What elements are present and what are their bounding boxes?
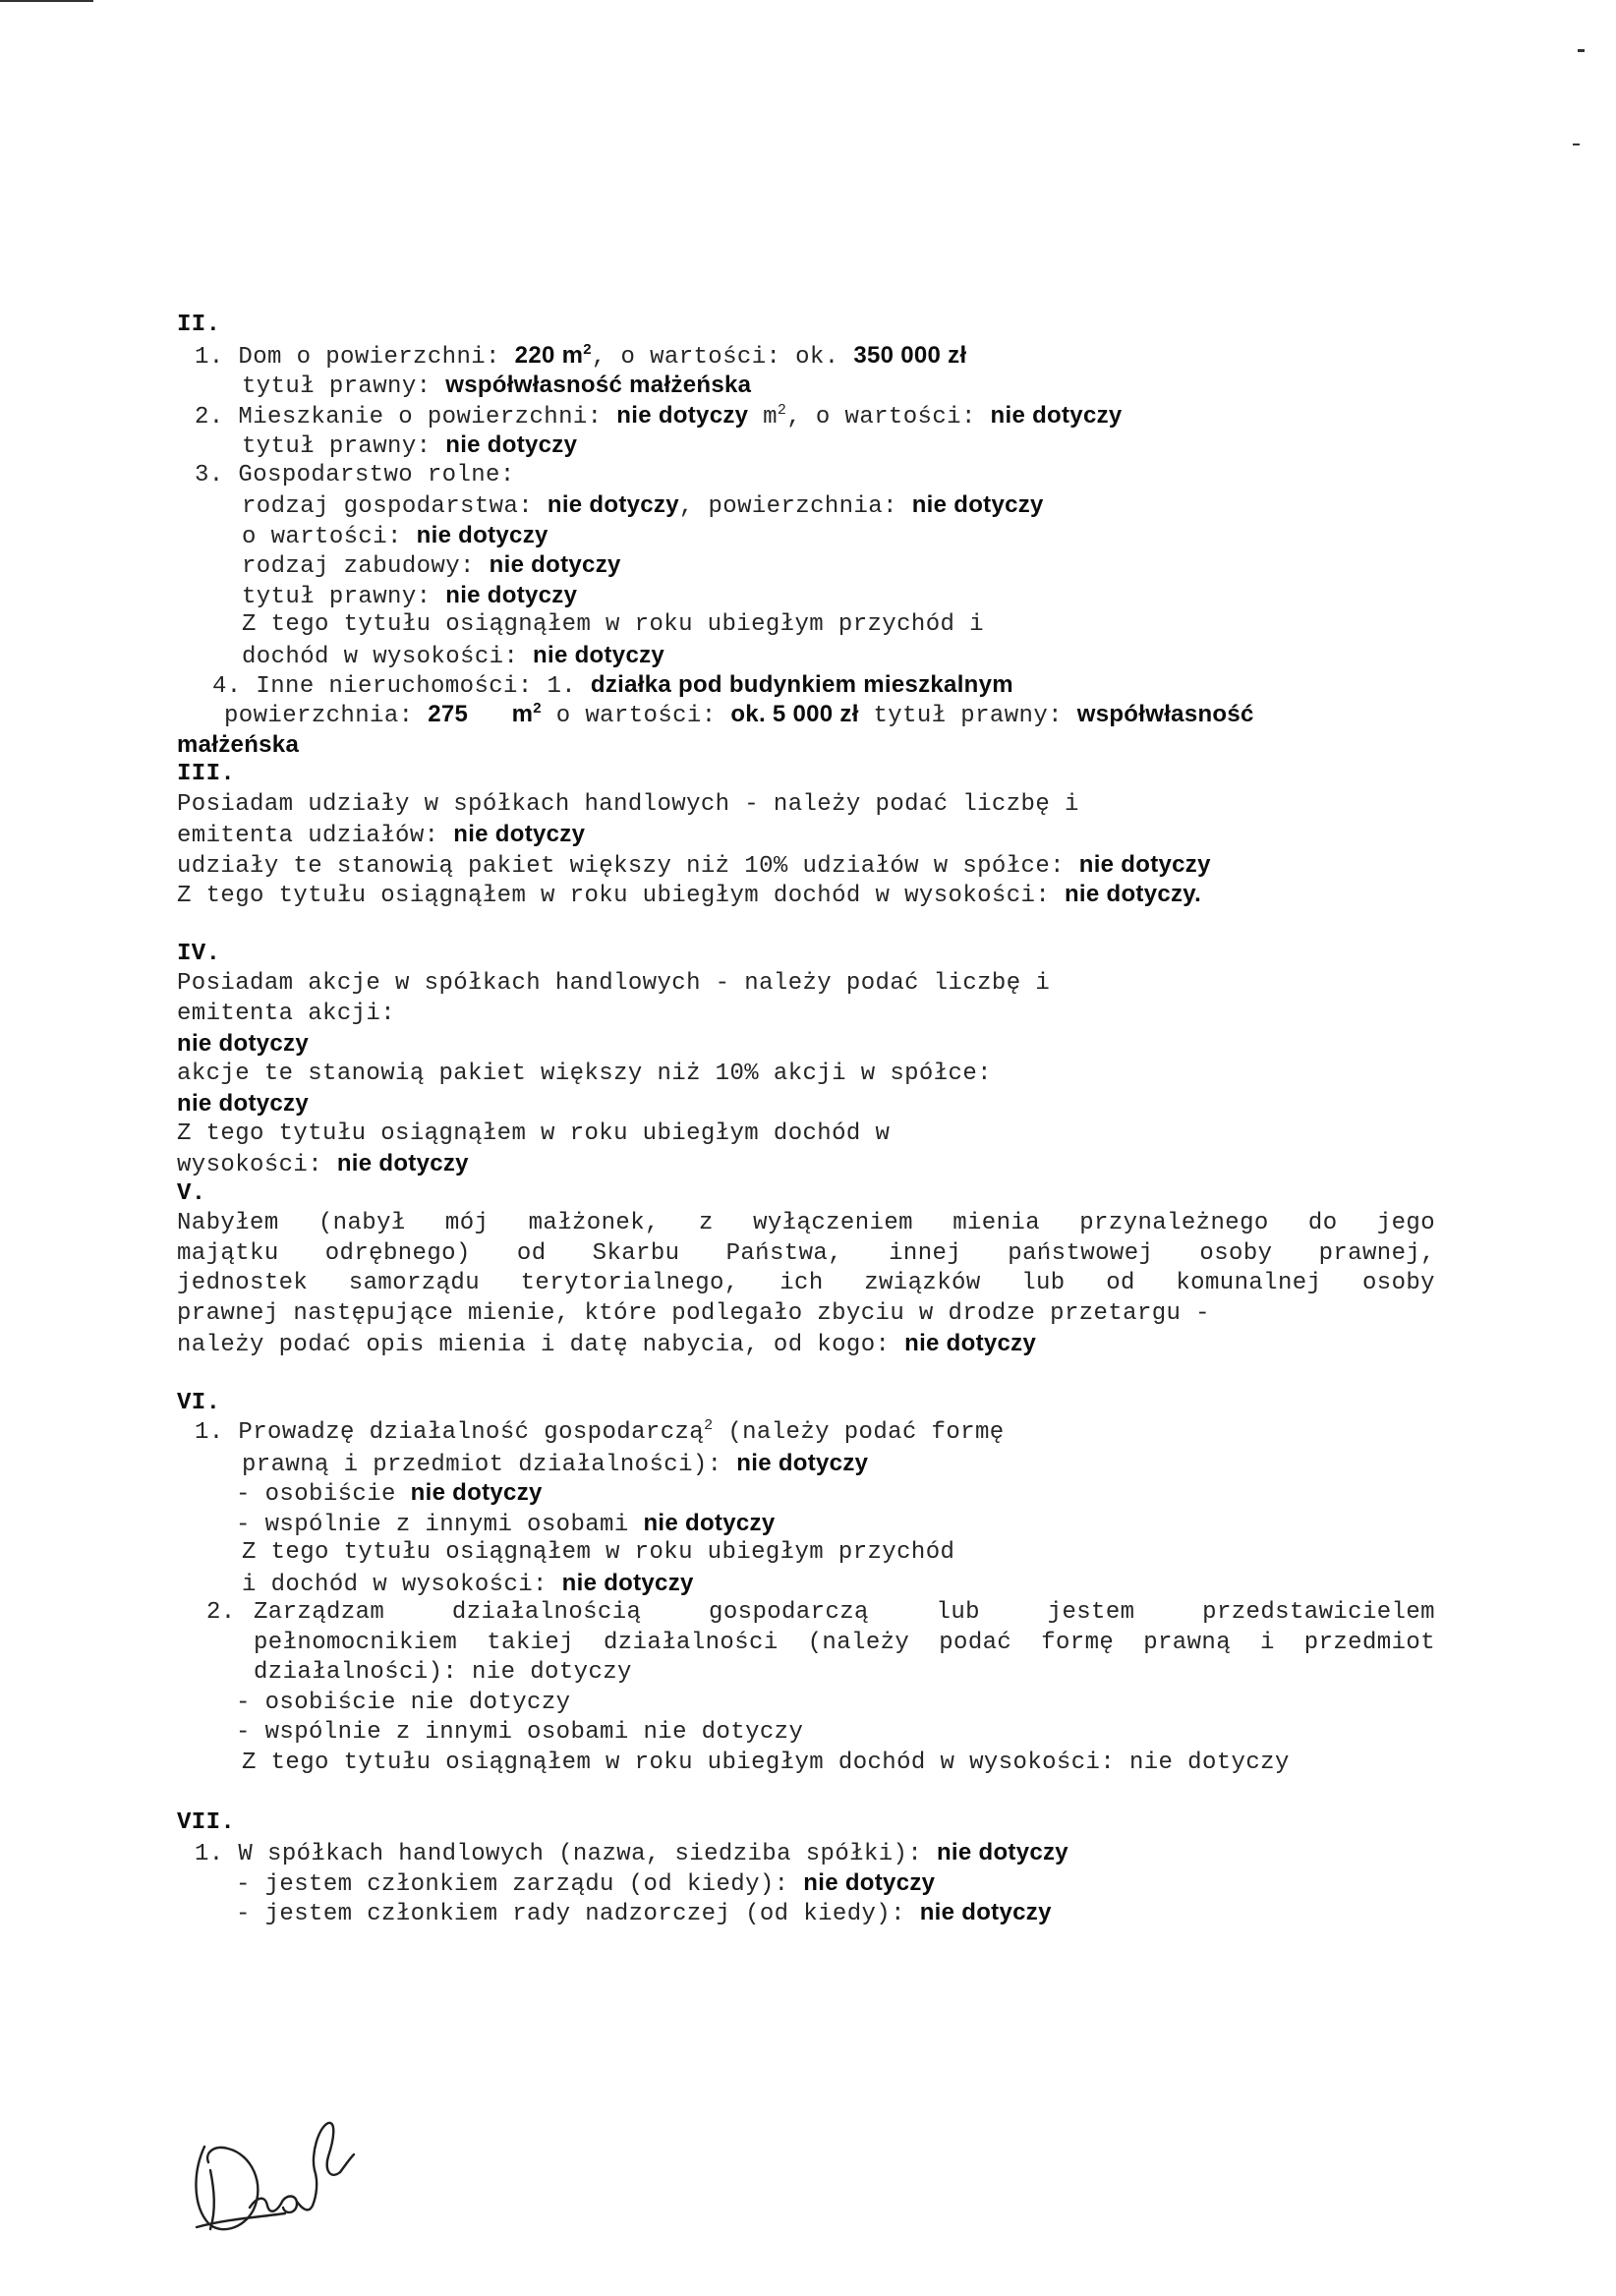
ii-item-1-title: tytuł prawny: współwłasność małżeńska — [242, 372, 752, 400]
ii-item-1: 1. Dom o powierzchni: 220 $m^2$, o wartości: ok. 350 000 zł — [195, 341, 967, 371]
scan-mark-top-left — [0, 0, 93, 2]
vi-item-2-number: 2. — [206, 1599, 236, 1626]
ii-item-4: 4. Inne nieruchomości: 1. działka pod budynkiem mieszkalnym — [212, 671, 1013, 700]
ii-item-2-title: tytuł prawny: nie dotyczy — [242, 431, 578, 460]
vi-item-1-line-5: Z tego tytułu osiągnąłem w roku ubiegłym przychód — [242, 1539, 955, 1566]
vii-item-1-line-3: - jestem członkiem rady nadzorczej (od kiedy): nie dotyczy — [236, 1899, 1052, 1927]
section-v-heading: V. — [177, 1180, 206, 1207]
handwritten-signature — [187, 2111, 374, 2239]
iv-line-5: nie dotyczy — [177, 1090, 309, 1117]
ii-item-3-title: tytuł prawny: nie dotyczy — [242, 582, 578, 610]
ii-item-3-buildings: rodzaj zabudowy: nie dotyczy — [242, 551, 621, 580]
iv-line-3: nie dotyczy — [177, 1030, 309, 1057]
vii-item-1: 1. W spółkach handlowych (nazwa, siedziba spółki): nie dotyczy — [195, 1839, 1068, 1867]
section-iv-heading: IV. — [177, 941, 221, 967]
scan-mark-right-2 — [1573, 144, 1580, 145]
v-line-2: majątku odrębnego) od Skarbu Państwa, innej państwowej osoby prawnej, — [177, 1240, 1435, 1267]
scan-mark-right-1 — [1578, 49, 1585, 52]
vi-item-1-line-3: - osobiście nie dotyczy — [236, 1479, 543, 1508]
ii-item-3-income-1: Z tego tytułu osiągnąłem w roku ubiegłym przychód i — [242, 611, 984, 638]
section-ii-heading: II. — [177, 312, 221, 338]
ii-item-3: 3. Gospodarstwo rolne: — [195, 462, 515, 488]
iii-line-2: emitenta udziałów: nie dotyczy — [177, 821, 586, 849]
vi-item-2-line-3: działalności): nie dotyczy — [254, 1659, 632, 1686]
iv-line-7: wysokości: nie dotyczy — [177, 1150, 469, 1178]
vii-item-1-line-2: - jestem członkiem zarządu (od kiedy): nie dotyczy — [236, 1869, 936, 1898]
section-iii-heading: III. — [177, 761, 236, 787]
ii-item-3-type: rodzaj gospodarstwa: nie dotyczy, powierzchnia: nie dotyczy — [242, 491, 1044, 520]
vi-item-2-line-4: - osobiście nie dotyczy — [236, 1690, 571, 1716]
ii-item-4-details: powierzchnia: 275 $m^2$ o wartości: ok. 5 000 zł tytuł prawny: współwłasność — [224, 700, 1254, 729]
iii-line-1: Posiadam udziały w spółkach handlowych - należy podać liczbę i — [177, 791, 1079, 818]
iv-line-2: emitenta akcji: — [177, 1001, 396, 1027]
v-line-5: należy podać opis mienia i datę nabycia, od kogo: nie dotyczy — [177, 1330, 1037, 1358]
iv-line-6: Z tego tytułu osiągnąłem w roku ubiegłym dochód w — [177, 1120, 891, 1147]
vi-item-1: 1. Prowadzę działalność gospodarczą$^2$ (należy podać formę — [195, 1417, 1005, 1446]
section-vii-heading: VII. — [177, 1809, 236, 1836]
v-line-4: prawnej następujące mienie, które podlegało zbyciu w drodze przetargu - — [177, 1300, 1210, 1327]
vi-item-2-line-1: Zarządzam działalnością gospodarczą lub jestem przedstawicielem — [254, 1599, 1435, 1626]
ii-item-3-value: o wartości: nie dotyczy — [242, 522, 548, 550]
vi-item-1-line-6: i dochód w wysokości: nie dotyczy — [242, 1570, 694, 1598]
iv-line-4: akcje te stanowią pakiet większy niż 10% akcji w spółce: — [177, 1061, 992, 1087]
vi-item-1-line-2: prawną i przedmiot działalności): nie dotyczy — [242, 1450, 869, 1478]
ii-item-4-title-cont: małżeńska — [177, 731, 300, 758]
iii-line-3: udziały te stanowią pakiet większy niż 10% udziałów w spółce: nie dotyczy — [177, 851, 1211, 880]
v-line-3: jednostek samorządu terytorialnego, ich związków lub od komunalnej osoby — [177, 1270, 1435, 1296]
section-vi-heading: VI. — [177, 1390, 221, 1416]
vi-item-2-line-6: Z tego tytułu osiągnąłem w roku ubiegłym dochód w wysokości: nie dotyczy — [242, 1750, 1290, 1776]
vi-item-2-line-5: - wspólnie z innymi osobami nie dotyczy — [236, 1719, 804, 1746]
iv-line-1: Posiadam akcje w spółkach handlowych - należy podać liczbę i — [177, 970, 1051, 997]
v-line-1: Nabyłem (nabył mój małżonek, z wyłączeniem mienia przynależnego do jego — [177, 1210, 1435, 1236]
vi-item-2-line-2: pełnomocnikiem takiej działalności (należy podać formę prawną i przedmiot — [254, 1630, 1435, 1656]
iii-line-4: Z tego tytułu osiągnąłem w roku ubiegłym dochód w wysokości: nie dotyczy. — [177, 881, 1202, 909]
vi-item-1-line-4: - wspólnie z innymi osobami nie dotyczy — [236, 1510, 776, 1538]
ii-item-3-income-2: dochód w wysokości: nie dotyczy — [242, 642, 665, 670]
ii-item-2: 2. Mieszkanie o powierzchni: nie dotyczy $m^2$, o wartości: nie dotyczy — [195, 402, 1123, 430]
